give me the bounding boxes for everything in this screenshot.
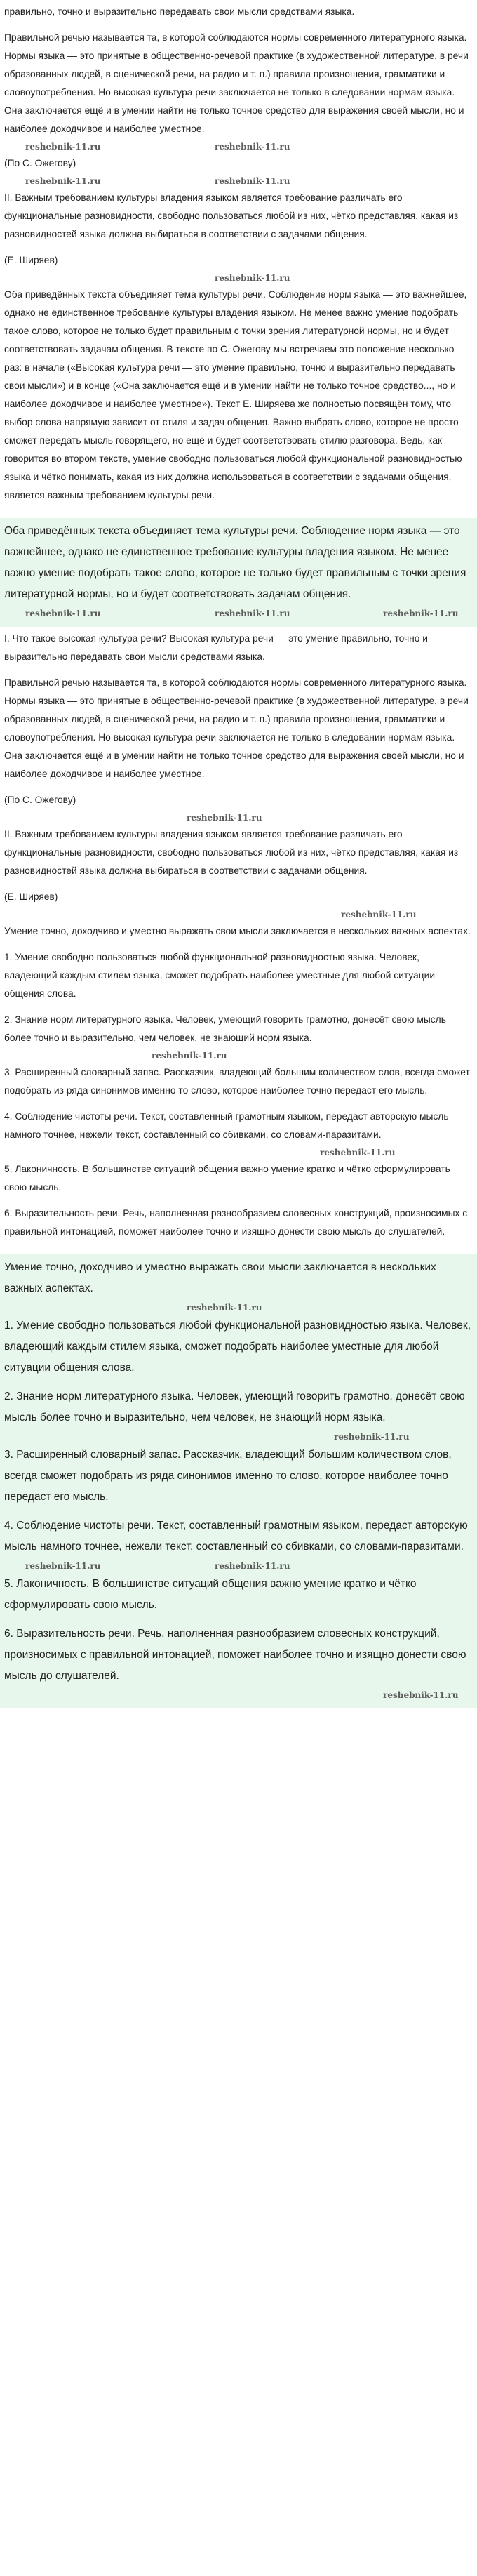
source-citation: (По С. Ожегову) bbox=[4, 795, 76, 805]
answer-list-item: 2. Знание норм литературного языка. Человек, умеющий говорить грамотно, донесёт свою мысль более точно и выразительно, чем человек, не знающий норм языка. bbox=[4, 1390, 465, 1423]
list-item: 3. Расширенный словарный запас. Рассказчик, владеющий большим количеством слов, всегда сможет подобрать из ряда синонимов именно то слово, которое наиболее точно передаст его мысль. bbox=[4, 1067, 470, 1096]
paragraph: Правильной речью называется та, в которой соблюдаются нормы современного литературного языка. Нормы языка — это принятые в общественно-речевой практике (в художественной литературе, в речи образованных людей, в сценической речи, на радио и т. п.) правила произношения, грамматики и словоупотребления. Но высокая культура речи заключается не только в следовании нормам языка. Она заключается ещё и в умении найти не только точное средство для выражения своей мысли, но и наиболее доходчивое и наиболее уместное. bbox=[4, 677, 469, 779]
list-item: 5. Лаконичность. В большинстве ситуаций общения важно умение кратко и чётко сформулировать свою мысль. bbox=[4, 1164, 450, 1193]
paragraph: I. Что такое высокая культура речи? Высокая культура речи — это умение правильно, точно и выразительно передавать свои мысли средствами языка. bbox=[4, 633, 428, 662]
watermark: reshebnik-11.ru bbox=[25, 609, 101, 618]
answer-1-highlight bbox=[0, 518, 477, 627]
answer-list-item: 5. Лаконичность. В большинстве ситуаций общения важно умение кратко и чётко сформулировать свою мысль. bbox=[4, 1578, 417, 1611]
answer-list-item: 4. Соблюдение чистоты речи. Текст, составленный грамотным языком, передаст авторскую мысль намного точнее, нежели текст, составленный со сбивками, со словами-паразитами. bbox=[4, 1520, 468, 1553]
list-item: 2. Знание норм литературного языка. Человек, умеющий говорить грамотно, донесёт свою мысль более точно и выразительно, чем человек, не знающий норм языка. bbox=[4, 1014, 446, 1043]
list-item: 4. Соблюдение чистоты речи. Текст, составленный грамотным языком, передаст авторскую мысль намного точнее, нежели текст, составленный со сбивками, со словами-паразитами. bbox=[4, 1111, 449, 1140]
answer-paragraph: Умение точно, доходчиво и уместно выражать свои мысли заключается в нескольких важных аспектах. bbox=[4, 1261, 436, 1294]
section-2-text bbox=[0, 627, 477, 1254]
watermark: reshebnik-11.ru bbox=[25, 142, 101, 152]
list-item: 1. Умение свободно пользоваться любой функциональной разновидностью языка. Человек, владеющий каждым стилем языка, сможет подобрать наиболее уместные для любой ситуации общения слова. bbox=[4, 952, 436, 999]
watermark: reshebnik-11.ru bbox=[187, 813, 262, 823]
paragraph: II. Важным требованием культуры владения языком является требование различать его функциональные разновидности, свободно пользоваться любой из них, чётко представляя, какая из разновидностей языка должна выбираться в соответствии с задачами общения. bbox=[4, 192, 459, 239]
answer-paragraph: Оба приведённых текста объединяет тема культуры речи. Соблюдение норм языка — это важнейшее, однако не единственное требование культуры владения языком. Не менее важно умение подобрать такое слово, которое не только будет правильным с точки зрения литературной нормы, но и будет соответствовать задачам общения. bbox=[4, 525, 466, 600]
answer-list-item: 1. Умение свободно пользоваться любой функциональной разновидностью языка. Человек, владеющий каждым стилем языка, сможет подобрать наиболее уместные для любой ситуации общения слова. bbox=[4, 1320, 471, 1374]
watermark: reshebnik-11.ru bbox=[25, 1561, 101, 1571]
watermark: reshebnik-11.ru bbox=[383, 1690, 459, 1700]
watermark: reshebnik-11.ru bbox=[215, 273, 290, 283]
watermark: reshebnik-11.ru bbox=[25, 176, 101, 186]
source-citation: (По С. Ожегову) bbox=[4, 158, 76, 168]
list-item: 6. Выразительность речи. Речь, наполненная разнообразием словесных конструкций, произносимых с правильной интонацией, поможет наиболее точно и изящно донести свою мысль до слушателей. bbox=[4, 1208, 468, 1237]
watermark: reshebnik-11.ru bbox=[383, 609, 459, 618]
watermark: reshebnik-11.ru bbox=[341, 910, 417, 919]
watermark: reshebnik-11.ru bbox=[320, 1148, 396, 1157]
watermark: reshebnik-11.ru bbox=[215, 176, 290, 186]
watermark: reshebnik-11.ru bbox=[215, 609, 290, 618]
source-citation: (Е. Ширяев) bbox=[4, 255, 58, 265]
answer-list-item: 3. Расширенный словарный запас. Рассказчик, владеющий большим количеством слов, всегда сможет подобрать из ряда синонимов именно то слово, которое наиболее точно передаст его мысль. bbox=[4, 1449, 452, 1503]
paragraph: Оба приведённых текста объединяет тема культуры речи. Соблюдение норм языка — это важнейшее, однако не единственное требование культуры владения языком. Не менее важно умение подобрать такое слово, которое не только будет правильным с точки зрения литературной нормы, но и будет соответствовать задачам общения. В тексте по С. Ожегову мы встречаем это положение несколько раз: в начале («Высокая культура речи — это умение правильно, точно и выразительно передавать свои мысли») и в конце («Она заключается ещё и в умении найти не только точное средство..., но и наиболее доходчивое и наиболее уместное»). Текст Е. Ширяева же полностью посвящён тому, что выбор слова напрямую зависит от стиля и задач общения. Важно выбрать слово, которое не просто сможет передать мысль говорящего, но ещё и будет соответствовать стилю разговора. Ведь, как говорится во втором тексте, умение свободно пользоваться любой функциональной разновидностью языка и чётко понимать, какая из них должна использоваться в соответствии с задачами общения, является важным требованием культуры речи. bbox=[4, 289, 467, 500]
watermark: reshebnik-11.ru bbox=[334, 1432, 410, 1442]
paragraph: правильно, точно и выразительно передавать свои мысли средствами языка. bbox=[4, 6, 355, 17]
watermark: reshebnik-11.ru bbox=[187, 1303, 262, 1313]
paragraph: II. Важным требованием культуры владения языком является требование различать его функциональные разновидности, свободно пользоваться любой из них, чётко представляя, какая из разновидностей языка должна выбираться в соответствии с задачами общения. bbox=[4, 829, 459, 876]
watermark: reshebnik-11.ru bbox=[152, 1051, 227, 1061]
paragraph: Умение точно, доходчиво и уместно выражать свои мысли заключается в нескольких важных аспектах. bbox=[4, 926, 471, 936]
watermark: reshebnik-11.ru bbox=[215, 142, 290, 152]
answer-list-item: 6. Выразительность речи. Речь, наполненная разнообразием словесных конструкций, произносимых с правильной интонацией, поможет наиболее точно и изящно донести свою мысль до слушателей. bbox=[4, 1628, 466, 1682]
watermark: reshebnik-11.ru bbox=[215, 1561, 290, 1571]
section-1-text bbox=[0, 0, 477, 518]
answer-2-highlight bbox=[0, 1254, 477, 1708]
paragraph: Правильной речью называется та, в которой соблюдаются нормы современного литературного языка. Нормы языка — это принятые в общественно-речевой практике (в художественной литературе, в речи образованных людей, в сценической речи, на радио и т. п.) правила произношения, грамматики и словоупотребления. Но высокая культура речи заключается не только в следовании нормам языка. Она заключается ещё и в умении найти не только точное средство для выражения своей мысли, но и наиболее доходчивое и наиболее уместное. bbox=[4, 32, 469, 134]
source-citation: (Е. Ширяев) bbox=[4, 891, 58, 902]
